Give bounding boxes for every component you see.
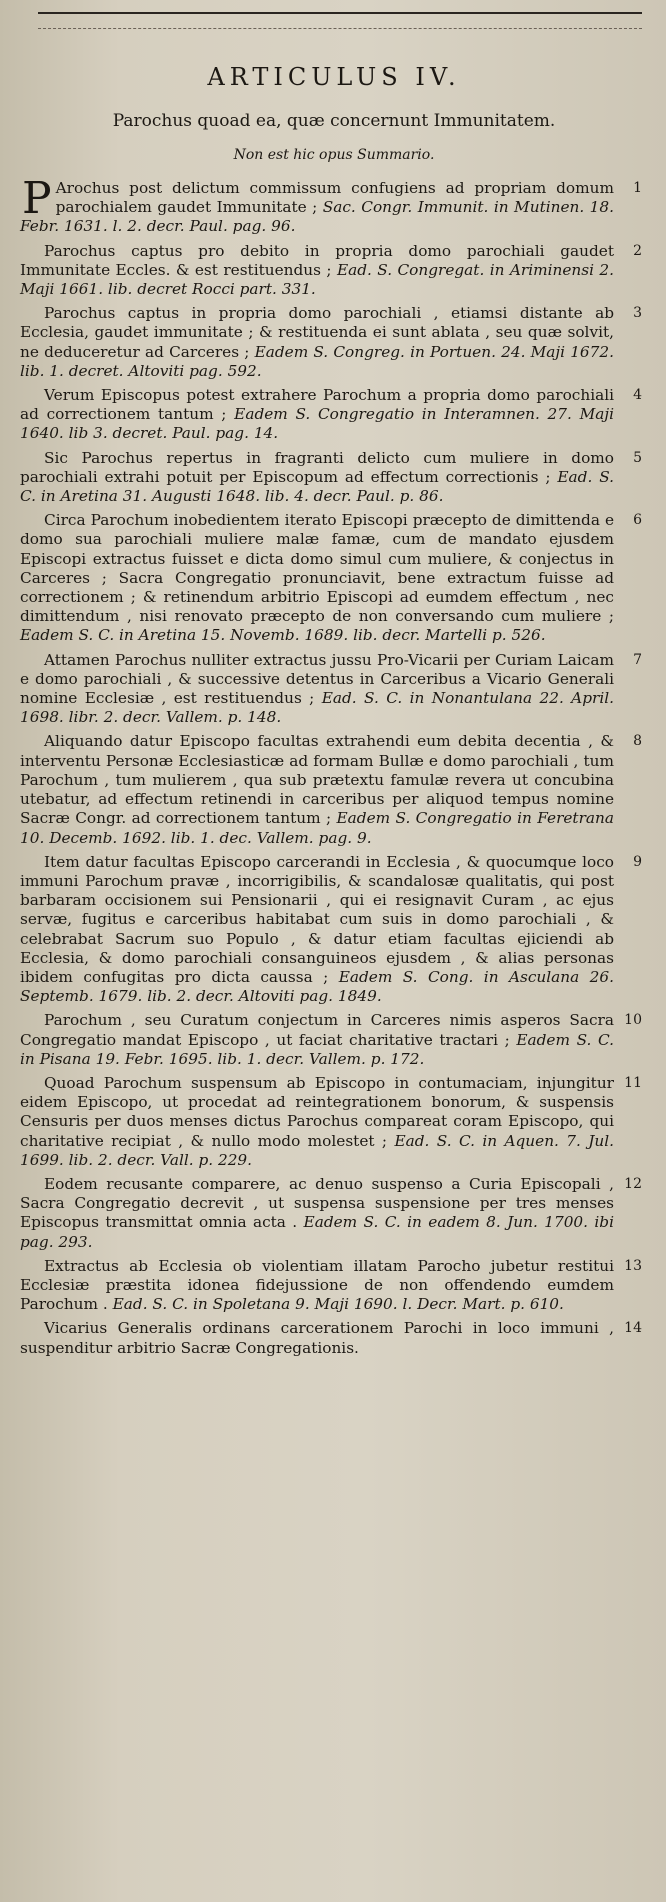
paragraph-text: Parochus captus in propria domo parochiali , etiamsi distante ab Ecclesia, gaudet immunitate ; & restituenda ei sunt ablata , seu quæ solvit, ne deduceretur ad Carceres ; (20, 304, 614, 361)
paragraph-citation: Eadem S. Congregatio in Feretrana 10. Decemb. 1692. lib. 1. dec. Vallem. pag. 9. (20, 809, 614, 847)
paragraph-number: 4 (633, 387, 642, 404)
paragraph-text: Attamen Parochus nulliter extractus jussu Pro-Vicarii per Curiam Laicam e domo parochiali , & successive detentus in Carceribus a Vicario Generali nomine Ecclesiæ , est restituendus ; (20, 650, 614, 708)
paragraph-number: 2 (633, 242, 642, 259)
paragraph-12 (20, 1175, 648, 1252)
paragraph-citation: Eadem S. C. in eadem 8. Jun. 1700. ibi pag. 293. (20, 1213, 614, 1251)
paragraph-2 (20, 242, 648, 300)
paragraph-7 (20, 651, 648, 728)
paragraph-citation: Sac. Congr. Immunit. in Mutinen. 18. Febr. 1631. l. 2. decr. Paul. pag. 96. (20, 198, 615, 236)
paragraph-13 (20, 1257, 648, 1315)
paragraph-14 (20, 1319, 648, 1357)
paragraph-list (20, 173, 648, 1358)
header-ornament-rule (38, 12, 642, 29)
article-subtitle: Parochus quoad ea, quæ concernunt Immunitatem. (112, 111, 556, 131)
paragraph-text: Verum Episcopus potest extrahere Parochum a propria domo parochiali ad correctionem tantum ; (20, 386, 614, 424)
drop-cap: P (22, 173, 52, 224)
paragraph-6 (20, 511, 648, 645)
paragraph-text: Parochum , seu Curatum conjectum in Carceres nimis asperos Sacra Congregatio mandat Episcopo , ut faciat charitative tractari ; (20, 1011, 614, 1049)
paragraph-number: 10 (624, 1012, 642, 1029)
paragraph-citation: Eadem S. Cong. in Asculana 26. Septemb. 1679. lib. 2. decr. Altoviti pag. 1849. (20, 967, 614, 1006)
article-title: ARTICULUS IV. (207, 63, 461, 91)
paragraph-citation: Ead. S. C. in Aquen. 7. Jul. 1699. lib. 2. decr. Vall. p. 229. (20, 1131, 615, 1169)
paragraph-number: 7 (633, 651, 642, 668)
paragraph-10 (20, 1011, 648, 1069)
paragraph-number: 5 (633, 449, 642, 466)
paragraph-text: Circa Parochum inobedientem iterato Episcopi præcepto de dimittenda e domo sua parochiali muliere malæ famæ, cum de mandato ejusdem Episcopi extractus fuisset e dicta domo simul cum muliere, & conjectus in Carceres ; Sacra Congregatio pronunciavit, bene extractum fuisse ad correctionem ; & retinendum arbitrio Episcopi ad eumdem effectum , nec dimittendum , nisi renovato præcepto de non conversando cum muliere ; (20, 511, 614, 626)
paragraph-citation: Eadem S. C. in Aretina 15. Novemb. 1689. lib. decr. Martelli p. 526. (20, 626, 546, 645)
paragraph-9 (20, 853, 648, 1007)
paragraph-text: Vicarius Generalis ordinans carcerationem Parochi in loco immuni , suspenditur arbitrio Sacræ Congregationis. (20, 1319, 614, 1357)
paragraph-text: Aliquando datur Episcopo facultas extrahendi eum debita decentia , & interventu Personæ Ecclesiasticæ ad formam Bullæ e domo parochiali , tum Parochum , tum mulierem , qua sub prætextu famulæ revera ut concubina utebatur, ad effectum retinendi in carceribus per aliquod tempus nomine Sacræ Congr. ad correctionem tantum ; (20, 732, 614, 828)
paragraph-number: 13 (624, 1257, 642, 1274)
paragraph-citation: Ead. S. C. in Nonantulana 22. April. 1698. libr. 2. decr. Vallem. p. 148. (20, 689, 614, 727)
paragraph-number: 1 (633, 180, 642, 196)
paragraph-text: Eodem recusante comparere, ac denuo suspenso a Curia Episcopali , Sacra Congregatio decrevit , ut suspensa suspensione per tres menses Episcopus transmittat omnia acta . (20, 1174, 614, 1232)
paragraph-citation: Eadem S. Congregatio in Interamnen. 27. Maji 1640. lib 3. decret. Paul. pag. 14. (20, 405, 614, 443)
paragraph-8 (20, 732, 648, 847)
paragraph-citation: Ead. S. C. in Aretina 31. Augusti 1648. lib. 4. decr. Paul. p. 86. (20, 467, 614, 506)
paragraph-number: 14 (624, 1320, 642, 1337)
paragraph-text: Quoad Parochum suspensum ab Episcopo in contumaciam, injungitur eidem Episcopo, ut procedat ad reintegrationem bonorum, & suspensis Censuris per duos menses dictus Parochus compareat coram Episcopo, qui charitative recipiat , & nullo modo molestet ; (20, 1073, 614, 1150)
paragraph-5 (20, 449, 648, 507)
paragraph-text: Item datur facultas Episcopo carcerandi in Ecclesia , & quocumque loco immuni Parochum pravæ , incorrigibilis, & scandalosæ qualitatis, qui post barbaram occisionem sui Pensionarii , qui ei resignavit Curam , ac ejus servæ, fugitus e carceribus habitabat cum suis in domo parochiali , & celebrabat Sacrum suo Populo , & datur etiam facultas ejiciendi ab Ecclesia, & domo parochiali consanguineos ejusdem , & alias personas ibidem confugitas pro dicta caussa ; (20, 852, 614, 986)
paragraph-number: 6 (633, 512, 642, 529)
paragraph-citation: Eadem S. C. in Pisana 19. Febr. 1695. lib. 1. decr. Vallem. p. 172. (20, 1030, 614, 1068)
summary-note: Non est hic opus Summario. (233, 147, 435, 163)
paragraph-number: 12 (624, 1175, 642, 1192)
paragraph-3 (20, 304, 648, 381)
paragraph-text: Extractus ab Ecclesia ob violentiam illatam Parocho jubetur restitui Ecclesiæ præstita idonea fidejussione de non offendendo eumdem Parochum . (20, 1256, 614, 1314)
paragraph-number: 8 (633, 733, 642, 750)
paragraph-text: Sic Parochus repertus in fragranti delicto cum muliere in domo parochiali extrahi potuit per Episcopum ad effectum correctionis ; (20, 448, 614, 486)
paragraph-number: 9 (633, 853, 642, 870)
paragraph-11 (20, 1074, 648, 1170)
paragraph-citation: Eadem S. Congreg. in Portuen. 24. Maji 1672. lib. 1. decret. Altoviti pag. 592. (20, 342, 614, 380)
paragraph-citation: Ead. S. C. in Spoletana 9. Maji 1690. l. Decr. Mart. p. 610. (112, 1295, 564, 1314)
paragraph-4 (20, 386, 648, 444)
paragraph-number: 11 (624, 1074, 642, 1091)
paragraph-1 (20, 173, 648, 237)
paragraph-text: Parochus captus pro debito in propria domo parochiali gaudet Immunitate Eccles. & est restituendus ; (20, 241, 614, 279)
paragraph-citation: Ead. S. Congregat. in Ariminensi 2. Maji 1661. lib. decret Rocci part. 331. (20, 260, 614, 299)
paragraph-number: 3 (633, 305, 642, 322)
paragraph-text: Arochus post delictum commissum confugiens ad propriam domum parochialem gaudet Immunitate ; (55, 179, 614, 217)
